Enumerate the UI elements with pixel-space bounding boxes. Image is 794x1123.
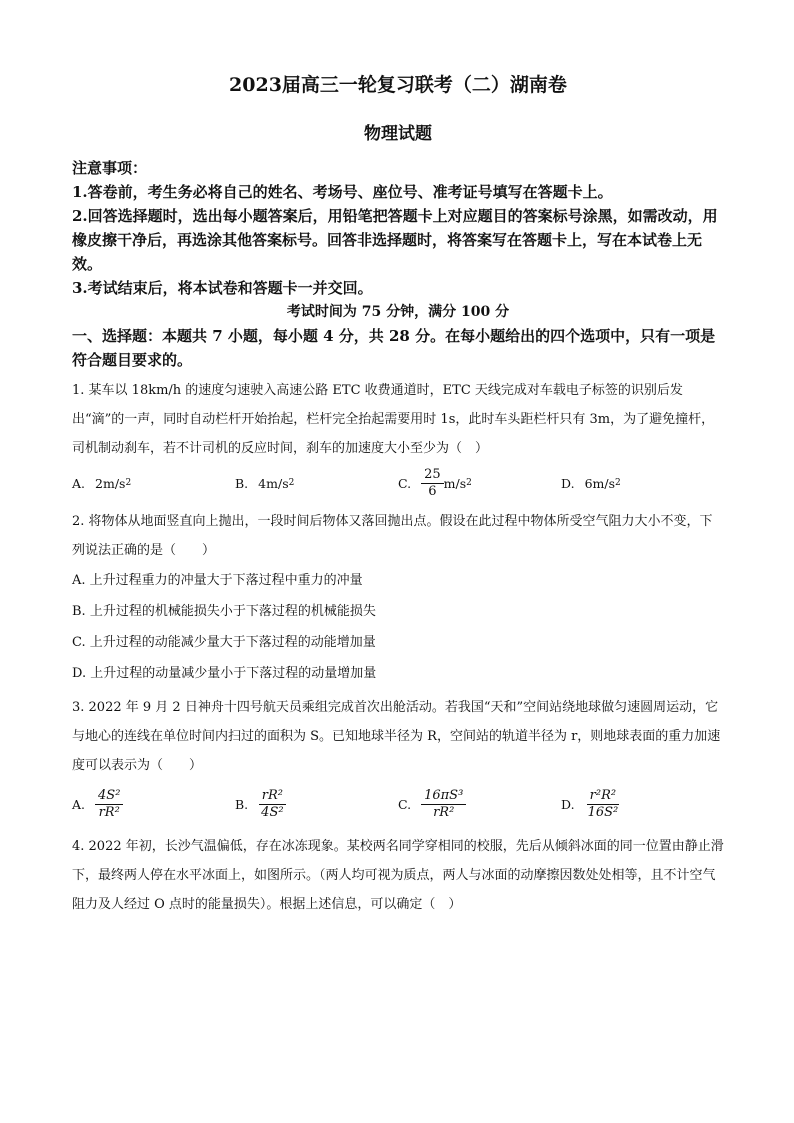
numerator: 4S²	[95, 788, 123, 805]
denominator: rR²	[98, 804, 120, 820]
numerator: r²R²	[587, 788, 619, 805]
question-1: 1. 某车以 18km/h 的速度匀速驶入高速公路 ETC 收费通道时，ETC 天线完成对车载电子标签的识别后发出“滴”的一声，同时自动栏杆开始抬起，栏杆完全抬起需要用时 1s，此时车头距栏杆只有 3m，为了避免撞杆，司机制动刹车，若不计司机的反应时间，刹车的加速度大小至少为（ ）	[72, 383, 715, 456]
fraction	[95, 788, 123, 821]
exam-title: 2023届高三一轮复习联考（二）湖南卷	[229, 74, 567, 96]
question-2: 2. 将物体从地面竖直向上抛出，一段时间后物体又落回抛出点。假设在此过程中物体所受空气阻力大小不变，下列说法正确的是（ ）	[72, 514, 713, 558]
fraction	[421, 467, 444, 500]
fraction	[585, 788, 622, 821]
question-3-options	[72, 780, 724, 828]
section-heading: 一、选择题：本题共 7 小题，每小题 4 分，共 28 分。在每小题给出的四个选项中，只有一项是符合题目要求的。	[72, 327, 716, 369]
option-exponent: 2	[288, 478, 295, 488]
numerator: rR²	[259, 788, 286, 805]
option-a	[72, 788, 235, 821]
option-b	[235, 476, 398, 491]
option-label: A.	[72, 475, 86, 491]
notice-item-3: 3.考试结束后，将本试卷和答题卡一并交回。	[72, 279, 373, 297]
option-label: C.	[398, 796, 412, 812]
option-value: 6m/s	[584, 475, 615, 491]
option-d: D. 上升过程的动量减少量小于下落过程的动量增加量	[72, 666, 377, 681]
question-1-options	[72, 463, 724, 503]
exam-page	[72, 70, 724, 919]
option-c	[398, 467, 561, 500]
option-value: 4m/s	[258, 475, 289, 491]
denominator: 6	[428, 483, 437, 499]
option-b: B. 上升过程的机械能损失小于下落过程的机械能损失	[72, 604, 376, 619]
option-label: B.	[235, 475, 249, 491]
notice-item-1: 1.答卷前，考生务必将自己的姓名、考场号、座位号、准考证号填写在答题卡上。	[72, 183, 613, 201]
option-label: A.	[72, 796, 86, 812]
numerator: 25	[421, 467, 444, 484]
option-exponent: 2	[466, 478, 472, 488]
exam-time: 考试时间为 75 分钟，满分 100 分	[286, 304, 510, 320]
option-unit: m/s	[443, 475, 467, 491]
numerator: 16πS³	[421, 788, 466, 805]
option-label: B.	[235, 796, 249, 812]
option-label: D.	[561, 475, 575, 491]
option-a	[72, 476, 235, 491]
denominator: 16S²	[587, 804, 619, 820]
exam-subtitle: 物理试题	[364, 124, 432, 144]
option-a: A. 上升过程重力的冲量大于下落过程中重力的冲量	[72, 573, 363, 588]
question-3: 3. 2022 年 9 月 2 日神舟十四号航天员乘组完成首次出舱活动。若我国“天和”空间站绕地球做匀速圆周运动，它与地心的连线在单位时间内扫过的面积为 S。已知地球半径为 R，空间站的轨道半径为 r，则地球表面的重力加速度可以表示为（ ）	[72, 700, 721, 773]
option-d	[561, 788, 724, 821]
option-b	[235, 788, 398, 821]
option-c: C. 上升过程的动能减少量大于下落过程的动能增加量	[72, 635, 376, 650]
option-exponent: 2	[125, 478, 132, 488]
notice-item-2: 2.回答选择题时，选出每小题答案后，用铅笔把答题卡上对应题目的答案标号涂黑，如需改动，用橡皮擦干净后，再选涂其他答案标号。回答非选择题时，将答案写在答题卡上，写在本试卷上无效。	[72, 207, 718, 273]
denominator: rR²	[433, 804, 455, 820]
denominator: 4S²	[261, 804, 284, 820]
option-label: C.	[398, 475, 412, 491]
fraction	[421, 788, 466, 821]
option-exponent: 2	[615, 478, 621, 488]
fraction	[258, 788, 286, 821]
option-value: 2m/s	[95, 475, 126, 491]
notice-heading: 注意事项：	[72, 159, 148, 177]
option-label: D.	[561, 796, 575, 812]
question-4: 4. 2022 年初，长沙气温偏低，存在冰冻现象。某校两名同学穿相同的校服，先后从倾斜冰面的同一位置由静止滑下，最终两人停在水平冰面上，如图所示。（两人均可视为质点，两人与冰面的动摩擦因数处处相等，且不计空气阻力及人经过 O 点时的能量损失）。根据上述信息，可以确定（ ）	[72, 839, 724, 912]
option-d	[561, 476, 724, 491]
option-c	[398, 788, 561, 821]
